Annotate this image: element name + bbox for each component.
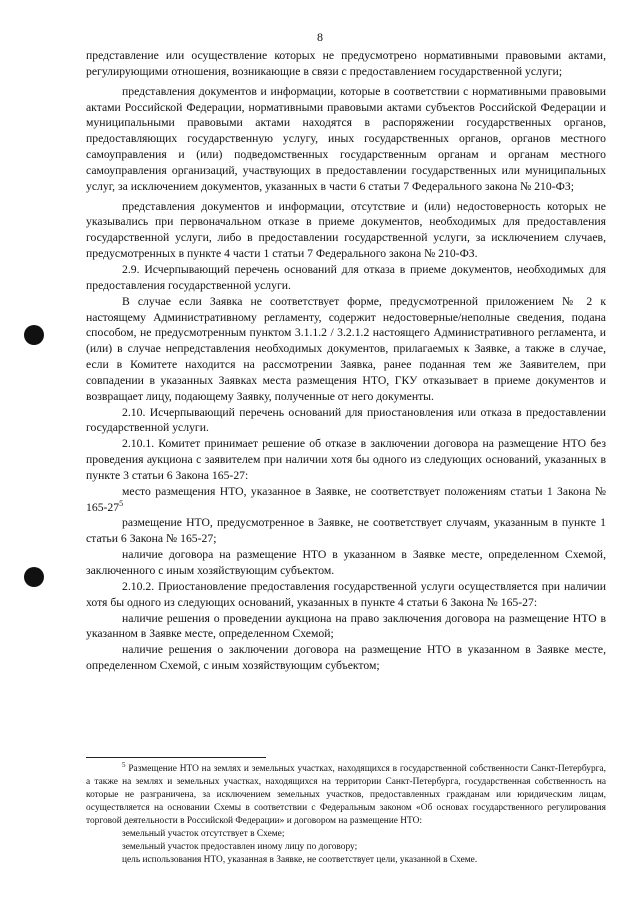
punch-hole-marker (24, 325, 44, 345)
footnote-text (86, 760, 606, 828)
document-body (86, 48, 606, 674)
paragraph: 2.10.2. Приостановление предоставления государственной услуги осуществляется при наличии хотя бы одного из следующих оснований, указанных в пункте 4 статьи 6 Закона № 165-27: (86, 579, 606, 609)
paragraph: представление или осуществление которых не предусмотрено нормативными правовыми актами, регулирующими отношения, возникающие в связи с предоставлением государственной услуги; (86, 49, 606, 78)
paragraph: размещение НТО, предусмотренное в Заявке, не соответствует случаям, указанным в пункте 1 статьи 6 Закона № 165-27; (86, 516, 606, 546)
paragraph: наличие решения о заключении договора на размещение НТО в указанном в Заявке месте, определенном Схемой, с иным хозяйствующим субъектом; (86, 643, 606, 673)
paragraph: представления документов и информации, которые в соответствии с нормативными правовыми актами Российской Федерации, нормативными правовыми актами субъектов Российской Федерации и муниципальными правовыми актами находятся в распоряжении государственных органов, предоставляющих государственную услугу, иных государственных органов, органов местного самоуправления и (или) подведомственных государственным органам и органам местного самоуправления организаций, участвующих в предоставлении государственных или муниципальных услуг, за исключением документов, указанных в части 6 статьи 7 Федерального закона № 210-ФЗ; (86, 84, 606, 193)
footnote-divider (86, 757, 266, 758)
paragraph: представления документов и информации, отсутствие и (или) недостоверность которых не указывались при первоначальном отказе в приеме документов, необходимых для предоставления государственной услуги, либо в предоставлении государственной услуги, за исключением случаев, предусмотренных в пункте 4 части 1 статьи 7 Федерального закона № 210-ФЗ. (86, 199, 606, 261)
footnote-item: земельный участок предоставлен иному лицу по договору; (122, 842, 358, 852)
footnote (86, 760, 606, 867)
footnote-reference: 5 (119, 498, 124, 508)
footnote-item: цель использования НТО, указанная в Заявке, не соответствует цели, указанной в Схеме. (122, 855, 478, 865)
page-number: 8 (317, 30, 323, 44)
section-heading: 2.9. Исчерпывающий перечень оснований для отказа в приеме документов, необходимых для предоставления государственной услуги. (86, 262, 606, 292)
footnote-marker: 5 (122, 760, 126, 769)
section-heading: 2.10. Исчерпывающий перечень оснований для приостановления или отказа в предоставлении государственной услуги. (86, 405, 606, 435)
paragraph: наличие решения о проведении аукциона на право заключения договора на размещение НТО в указанном в Заявке месте, определенном Схемой; (86, 611, 606, 641)
punch-hole-marker (24, 567, 44, 587)
paragraph-text: место размещения НТО, указанное в Заявке, не соответствует положениям статьи 1 Закона № 165-27 (86, 484, 606, 514)
paragraph: В случае если Заявка не соответствует форме, предусмотренной приложением № 2 к настоящему Административному регламенту, содержит недостоверные/неполные сведения, подана способом, не предусмотренным пунктом 3.1.1.2 / 3.2.1.2 настоящего Административного регламента, и (или) в случае непредставления необходимых документов, прилагаемых к Заявке, а также в случае, если в Комитете находится на рассмотрении Заявка, ранее поданная тем же Заявителем, при совпадении в указанных Заявках места размещения НТО, ГКУ отказывает в приеме документов и возвращает лицу, подающему Заявку, полученные от него документы. (86, 294, 606, 403)
paragraph: 2.10.1. Комитет принимает решение об отказе в заключении договора на размещение НТО без проведения аукциона с заявителем при наличии хотя бы одного из следующих оснований, указанных в пункте 3 статьи 6 Закона 165-27: (86, 437, 606, 482)
paragraph (86, 484, 606, 516)
footnote-item: земельный участок отсутствует в Схеме; (122, 829, 285, 839)
footnote-body: Размещение НТО на землях и земельных участках, находящихся в государственной собственности Санкт-Петербурга, а также на землях и земельных участках, находящихся на территории Санкт-Петербурга, государственная собственность на которые не разграничена, за исключением земельных участков, предоставленных гражданам или юридическим лицам, осуществляется на основании Схемы в соответствии с Федеральным законом «Об основах государственного регулирования торговой деятельности в Российской Федерации» и договором на размещение НТО: (86, 764, 606, 826)
paragraph: наличие договора на размещение НТО в указанном в Заявке месте, определенном Схемой, заключенного с иным хозяйствующим субъектом. (86, 548, 606, 577)
